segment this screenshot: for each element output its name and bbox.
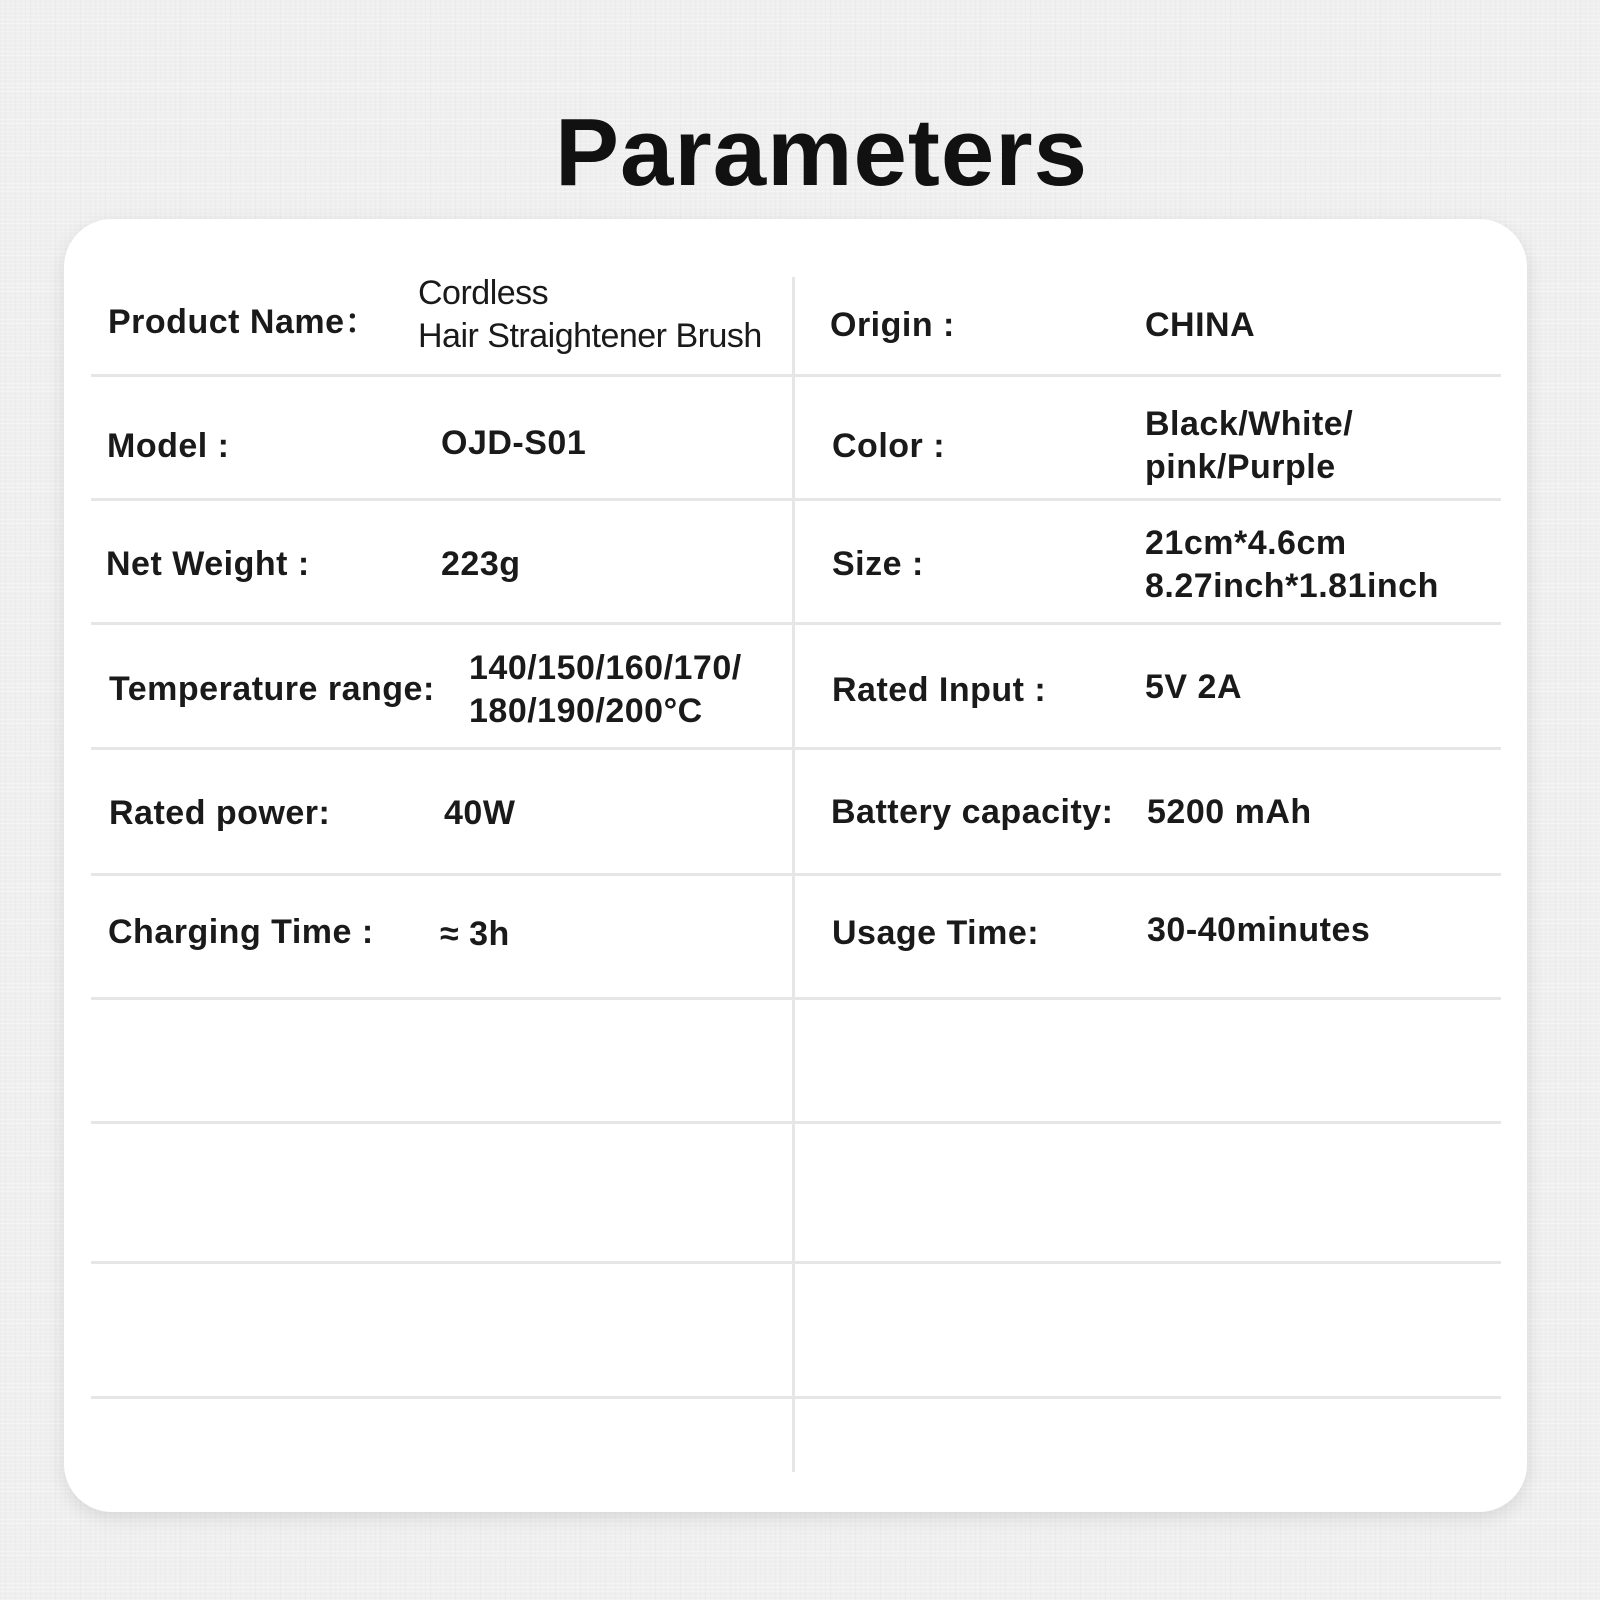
size-value: 21cm*4.6cm 8.27inch*1.81inch xyxy=(1145,524,1439,605)
temperature-range-value: 140/150/160/170/ 180/190/200°C xyxy=(469,649,742,730)
net-weight-label: Net Weight : xyxy=(106,545,310,583)
rated-power-value: 40W xyxy=(444,794,516,832)
row-divider xyxy=(91,622,1501,625)
charging-time-value: ≈ 3h xyxy=(440,915,510,953)
row-divider xyxy=(91,1396,1501,1399)
usage-time-label: Usage Time: xyxy=(832,914,1040,952)
row-divider xyxy=(91,498,1501,501)
model-label: Model : xyxy=(107,427,230,465)
row-divider xyxy=(91,873,1501,876)
rated-input-label: Rated Input : xyxy=(832,671,1047,709)
temperature-range-label: Temperature range: xyxy=(109,670,435,708)
rated-input-value: 5V 2A xyxy=(1145,668,1242,706)
color-value: Black/White/ pink/Purple xyxy=(1145,405,1354,486)
product-name-label: Product Name： xyxy=(108,303,379,341)
row-divider xyxy=(91,374,1501,377)
net-weight-value: 223g xyxy=(441,545,521,583)
charging-time-label: Charging Time : xyxy=(108,913,374,951)
battery-capacity-value: 5200 mAh xyxy=(1147,793,1312,831)
origin-value: CHINA xyxy=(1145,306,1256,344)
origin-label: Origin : xyxy=(830,306,955,344)
row-divider xyxy=(91,1121,1501,1124)
row-divider xyxy=(91,997,1501,1000)
battery-capacity-label: Battery capacity: xyxy=(831,793,1114,831)
row-divider xyxy=(91,1261,1501,1264)
product-name-value: Cordless Hair Straightener Brush xyxy=(418,274,762,355)
row-divider xyxy=(91,747,1501,750)
parameters-card xyxy=(64,219,1527,1512)
rated-power-label: Rated power: xyxy=(109,794,331,832)
usage-time-value: 30-40minutes xyxy=(1147,911,1371,949)
model-value: OJD-S01 xyxy=(441,424,587,462)
page-title: Parameters xyxy=(554,99,1089,206)
size-label: Size : xyxy=(832,545,924,583)
color-label: Color : xyxy=(832,427,946,465)
